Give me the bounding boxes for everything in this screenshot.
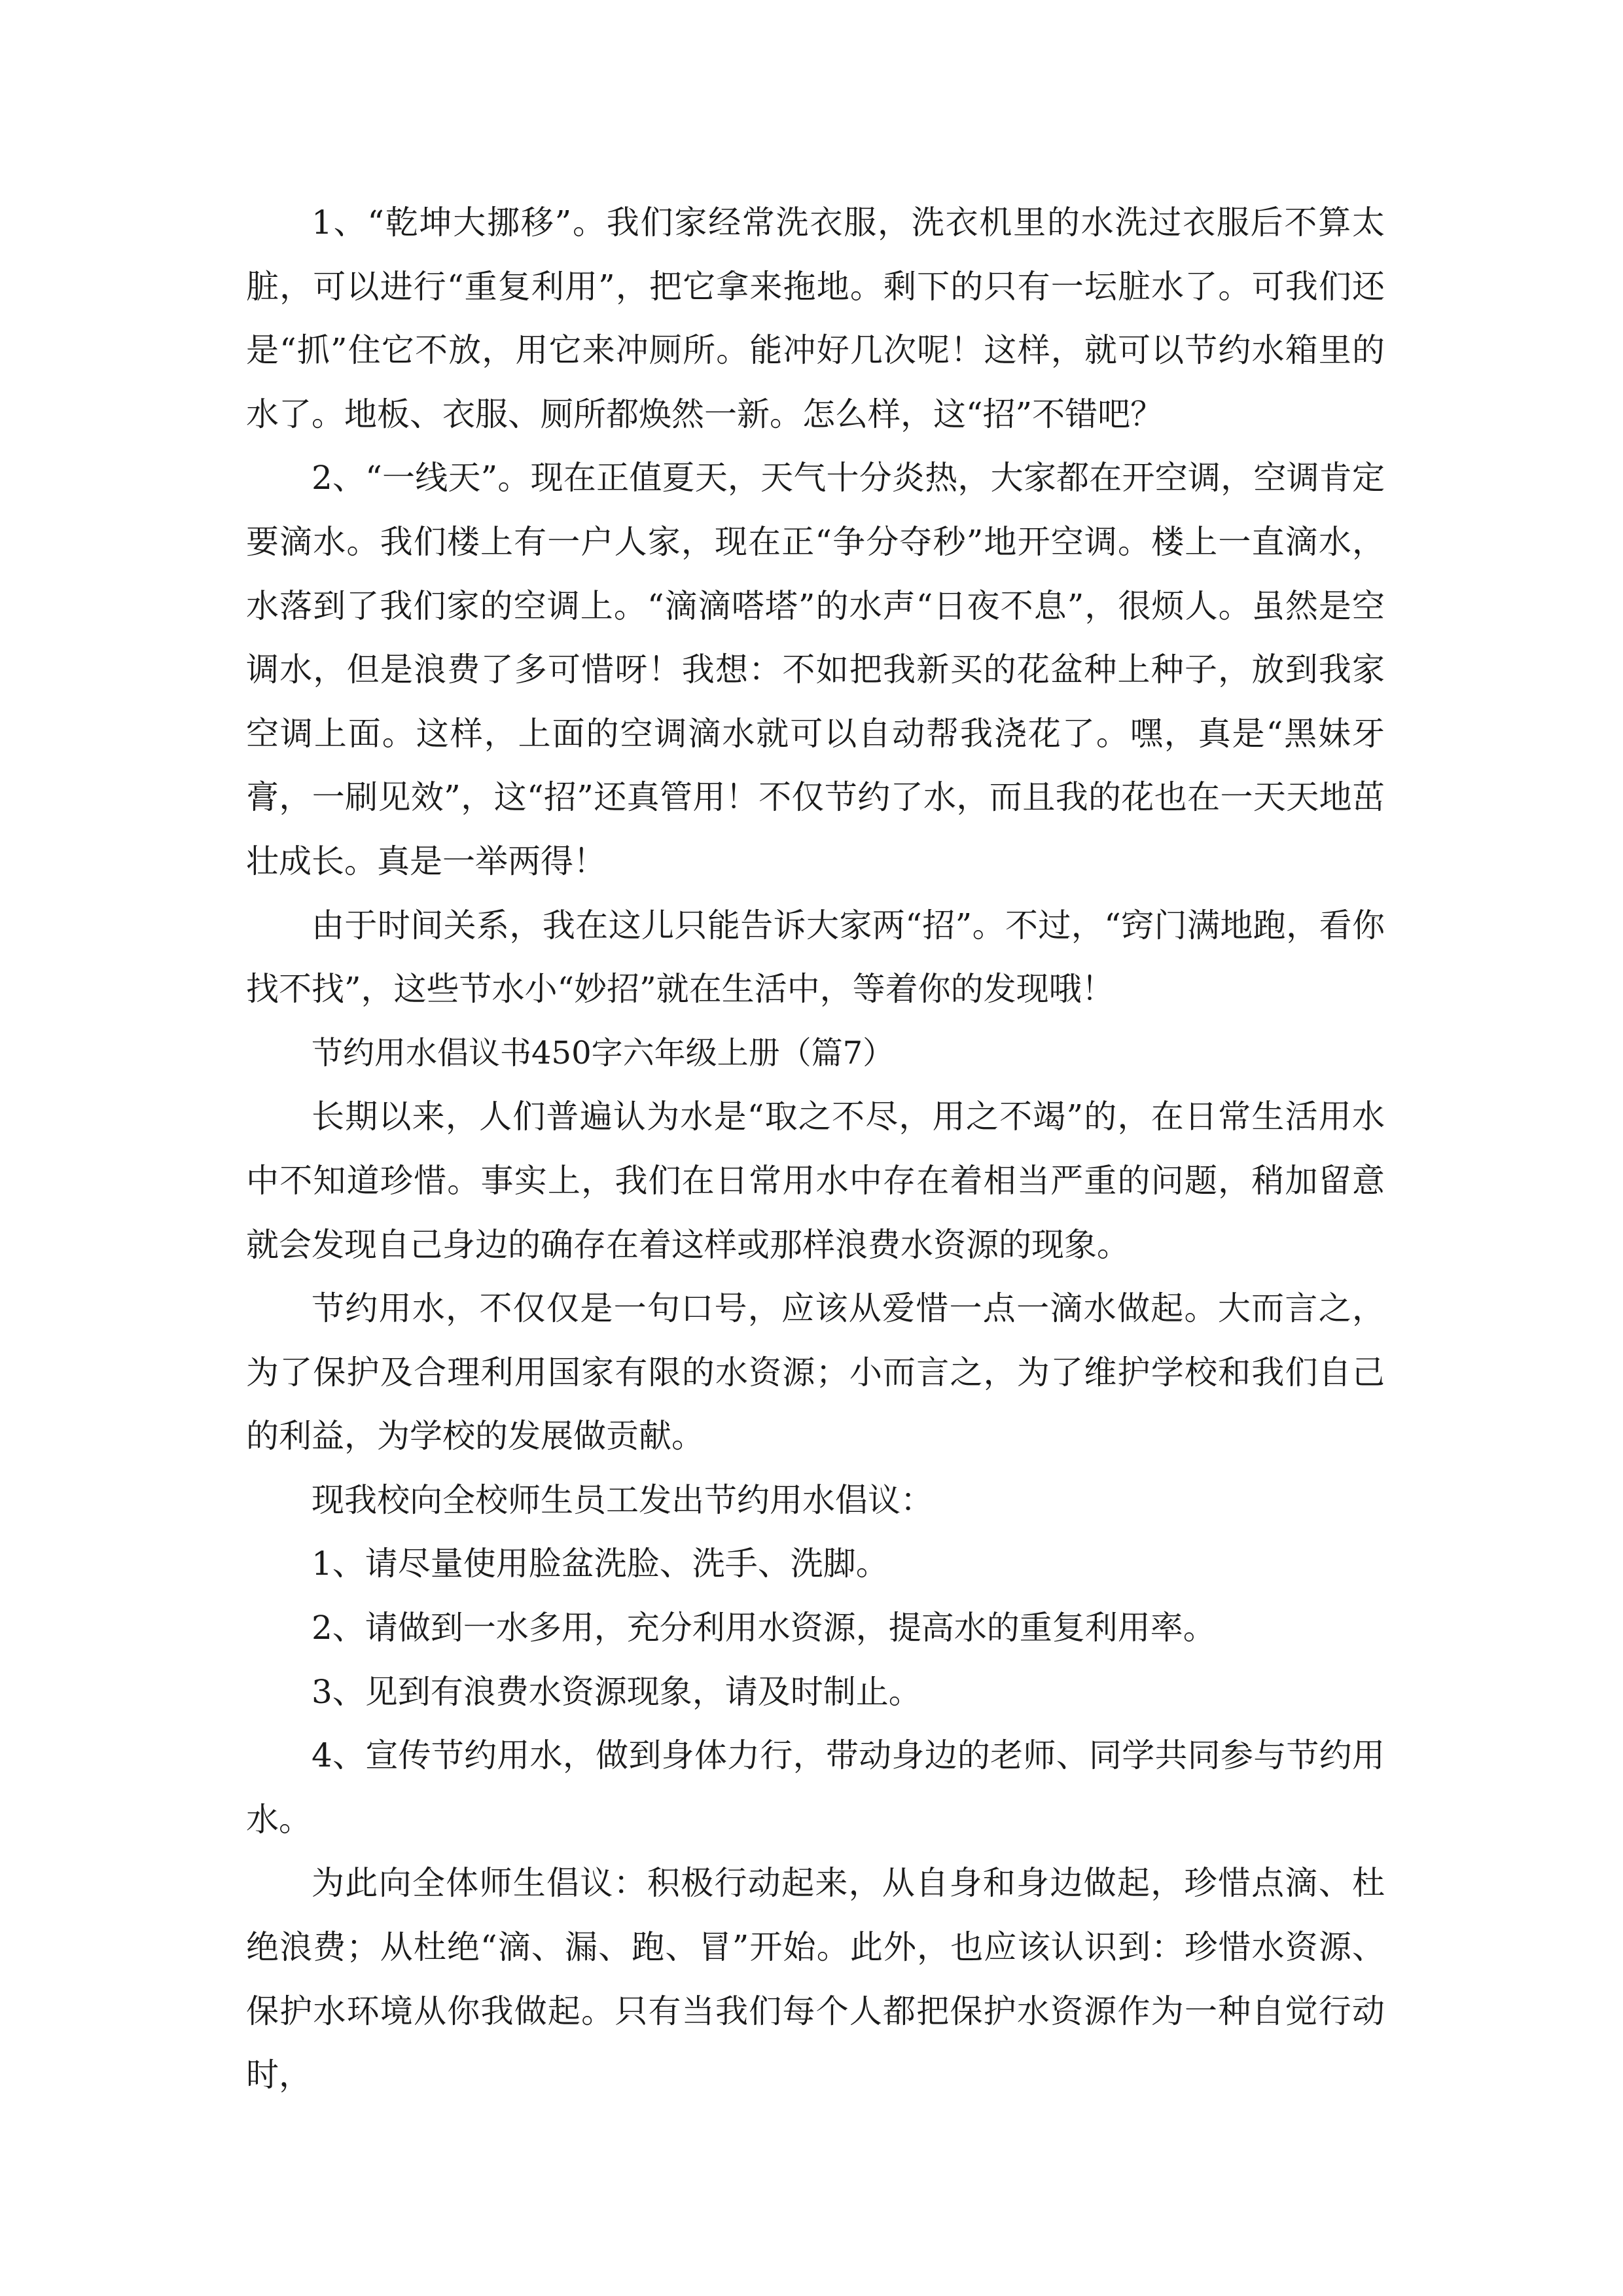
list-item-4: 4、宣传节约用水，做到身体力行，带动身边的老师、同学共同参与节约用水。 [246,1736,1385,1839]
document-page [246,191,1385,2108]
paragraph-closing-remark: 由于时间关系，我在这儿只能告诉大家两“招”。不过，“窍门满地跑，看你找不找”，这些节水小“妙招”就在生活中，等着你的发现哦！ [246,906,1385,1009]
paragraph-intro: 长期以来，人们普遍认为水是“取之不尽，用之不竭”的，在日常生活用水中不知道珍惜。事实上，我们在日常用水中存在着相当严重的问题，稍加留意就会发现自己身边的确存在着这样或那样浪费水资源的现象。 [246,1098,1385,1264]
list-item-2: 2、请做到一水多用，充分利用水资源，提高水的重复利用率。 [312,1609,1216,1647]
section-heading: 节约用水倡议书450字六年级上册（篇7） [312,1034,895,1071]
paragraph-purpose: 节约用水，不仅仅是一句口号，应该从爱惜一点一滴水做起。大而言之，为了保护及合理利用国家有限的水资源；小而言之，为了维护学校和我们自己的利益，为学校的发展做贡献。 [246,1289,1385,1456]
paragraph-call-to-action: 为此向全体师生倡议：积极行动起来，从自身和身边做起，珍惜点滴、杜绝浪费；从杜绝“滴、漏、跑、冒”开始。此外，也应该认识到：珍惜水资源、保护水环境从你我做起。只有当我们每个人都把保护水资源作为一种自觉行动时， [246,1864,1385,2094]
paragraph-tip-2: 2、“一线天”。现在正值夏天，天气十分炎热，大家都在开空调，空调肯定要滴水。我们楼上有一户人家，现在正“争分夺秒”地开空调。楼上一直滴水，水落到了我们家的空调上。“滴滴嗒塔”的水声“日夜不息”，很烦人。虽然是空调水，但是浪费了多可惜呀！我想：不如把我新买的花盆种上种子，放到我家空调上面。这样，上面的空调滴水就可以自动帮我浇花了。嘿，真是“黑妹牙膏，一刷见效”，这“招”还真管用！不仅节约了水，而且我的花也在一天天地茁壮成长。真是一举两得！ [246,459,1385,880]
paragraph-proposal-lead: 现我校向全校师生员工发出节约用水倡议： [312,1480,933,1519]
list-item-1: 1、请尽量使用脸盆洗脸、洗手、洗脚。 [312,1545,889,1583]
list-item-3: 3、见到有浪费水资源现象，请及时制止。 [312,1672,921,1711]
paragraph-tip-1: 1、“乾坤大挪移”。我们家经常洗衣服，洗衣机里的水洗过衣服后不算太脏，可以进行“重复利用”，把它拿来拖地。剩下的只有一坛脏水了。可我们还是“抓”住它不放，用它来冲厕所。能冲好几次呢！这样，就可以节约水箱里的水了。地板、衣服、厕所都焕然一新。怎么样，这“招”不错吧？ [246,204,1385,433]
